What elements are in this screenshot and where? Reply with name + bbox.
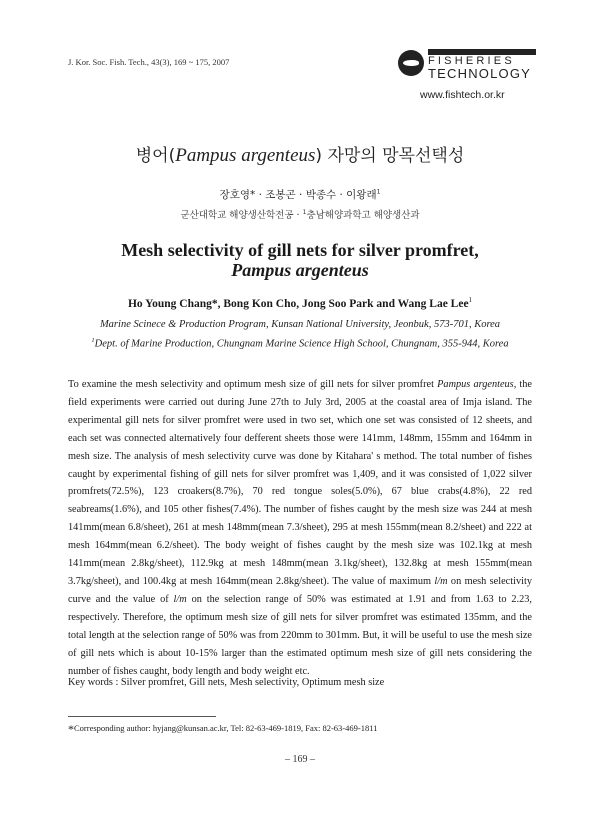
english-title-line1: Mesh selectivity of gill nets for silver promfret,: [121, 240, 479, 260]
korean-authors: [0, 187, 600, 202]
korean-affiliation-sup: 1: [302, 208, 307, 216]
footnote-divider: [68, 716, 216, 717]
keywords: Key words : Silver promfret, Gill nets, Mesh selectivity, Optimum mesh size: [68, 677, 385, 688]
affiliation-chungnam-sup: 1: [91, 337, 95, 344]
english-title: [0, 240, 600, 280]
abstract-species: Pampus argenteus: [437, 379, 514, 390]
fisheries-technology-logo: [398, 46, 538, 80]
corresponding-author-footnote: [68, 722, 377, 737]
affiliation-chungnam-text: Dept. of Marine Production, Chungnam Marine Science High School, Chungnam, 355-944, Korea: [94, 338, 509, 350]
abstract-lm-ratio: l/m: [434, 575, 448, 587]
journal-website: www.fishtech.or.kr: [420, 89, 505, 101]
footnote-star: *: [68, 722, 74, 736]
english-authors: [0, 296, 600, 310]
english-author-sup: 1: [468, 296, 473, 304]
korean-author-names: 장호영* · 조봉곤 · 박종수 · 이왕래: [219, 189, 377, 201]
korean-title-suffix: ) 자망의 망목선택성: [315, 146, 465, 166]
abstract-part3: on mesh selectivity curve and the value of: [68, 575, 532, 605]
korean-title-prefix: 병어(: [135, 146, 176, 166]
abstract: [68, 376, 532, 680]
page-number: – 169 –: [285, 754, 315, 765]
logo-word-technology: TECHNOLOGY: [428, 66, 532, 81]
logo-word-fisheries: FISHERIES: [428, 55, 515, 67]
korean-author-sup: 1: [376, 188, 381, 196]
korean-title: [0, 141, 600, 167]
korean-affiliation-a: 군산대학교 해양생산학전공 ·: [180, 210, 303, 221]
abstract-part4: on the selection range of 50% was estimated at 1.91 and from 1.63 to 2.23, respectively. Therefore, the optimum mesh size of gill nets for silver promfret was estimated 135mm, and the total length at the selection range of 50% was from 220mm to 301mm. But, it will be useful to use the mesh size of gill nets which is about 10-15% larger than the estimated optimum mesh size of gill nets considering the number of fishes caught, body length and body weight etc.: [68, 593, 532, 677]
affiliation-kunsan: Marine Scinece & Production Program, Kunsan National University, Jeonbuk, 573-701, Korea: [99, 319, 501, 330]
english-title-line2: Pampus argenteus: [231, 260, 369, 280]
affiliation-chungnam: [0, 337, 600, 350]
abstract-part2: , the field experiments were carried out during June 27th to July 3rd, 2005 at the coastal area of Imja island. The experimental gill nets for silver promfret were used in two set, which one set was consisted of 12 sheets, and each set was connected alternatively four defferent sheets those were 141mm, 148mm, 155mm and 164mm in mesh size. The analysis of mesh selectivity curve was done by Kitahara' s method. The total number of fishes caught by experimental fishing of gill nets for silver promfret was 1,409, and it was consisted of 1,022 silver promfrets(72.5%), 123 croakers(8.7%), 70 red tongue soles(5.0%), 67 blue crabs(4.8%), 22 red seabreams(1.6%), and 105 other fishes(7.4%). The number of fishes caught by the mesh size was 244 at mesh 141mm(mean 6.8/sheet), 261 at mesh 148mm(mean 7.3/sheet), 295 at mesh 155mm(mean 8.2/sheet) and 222 at mesh 164mm(mean 6.2/sheet). The body weight of fishes caught by the mesh size was 102.1kg at mesh 141mm(mean 2.8kg/sheet), 112.9kg at mesh 148mm(mean 3.1kg/sheet), 132.8kg at mesh 155mm(mean 3.7kg/sheet), and 100.4kg at mesh 164mm(mean 2.8kg/sheet). The value of maximum: [68, 379, 532, 587]
english-author-names: Ho Young Chang*, Bong Kon Cho, Jong Soo Park and Wang Lae Lee: [127, 297, 469, 310]
korean-affiliations: [0, 207, 600, 221]
abstract-lm-ratio-2: l/m: [173, 593, 187, 605]
journal-reference: J. Kor. Soc. Fish. Tech., 43(3), 169 ~ 175, 2007: [68, 57, 230, 67]
fish-badge-icon: [398, 50, 424, 76]
abstract-part1: To examine the mesh selectivity and optimum mesh size of gill nets for silver promfret: [68, 379, 438, 390]
korean-title-species: Pampus argenteus: [175, 145, 316, 166]
footnote-text: Corresponding author: hyjang@kunsan.ac.kr, Tel: 82-63-469-1819, Fax: 82-63-469-1811: [74, 723, 378, 733]
korean-affiliation-b: 충남해양과학고 해양생산과: [306, 210, 420, 221]
